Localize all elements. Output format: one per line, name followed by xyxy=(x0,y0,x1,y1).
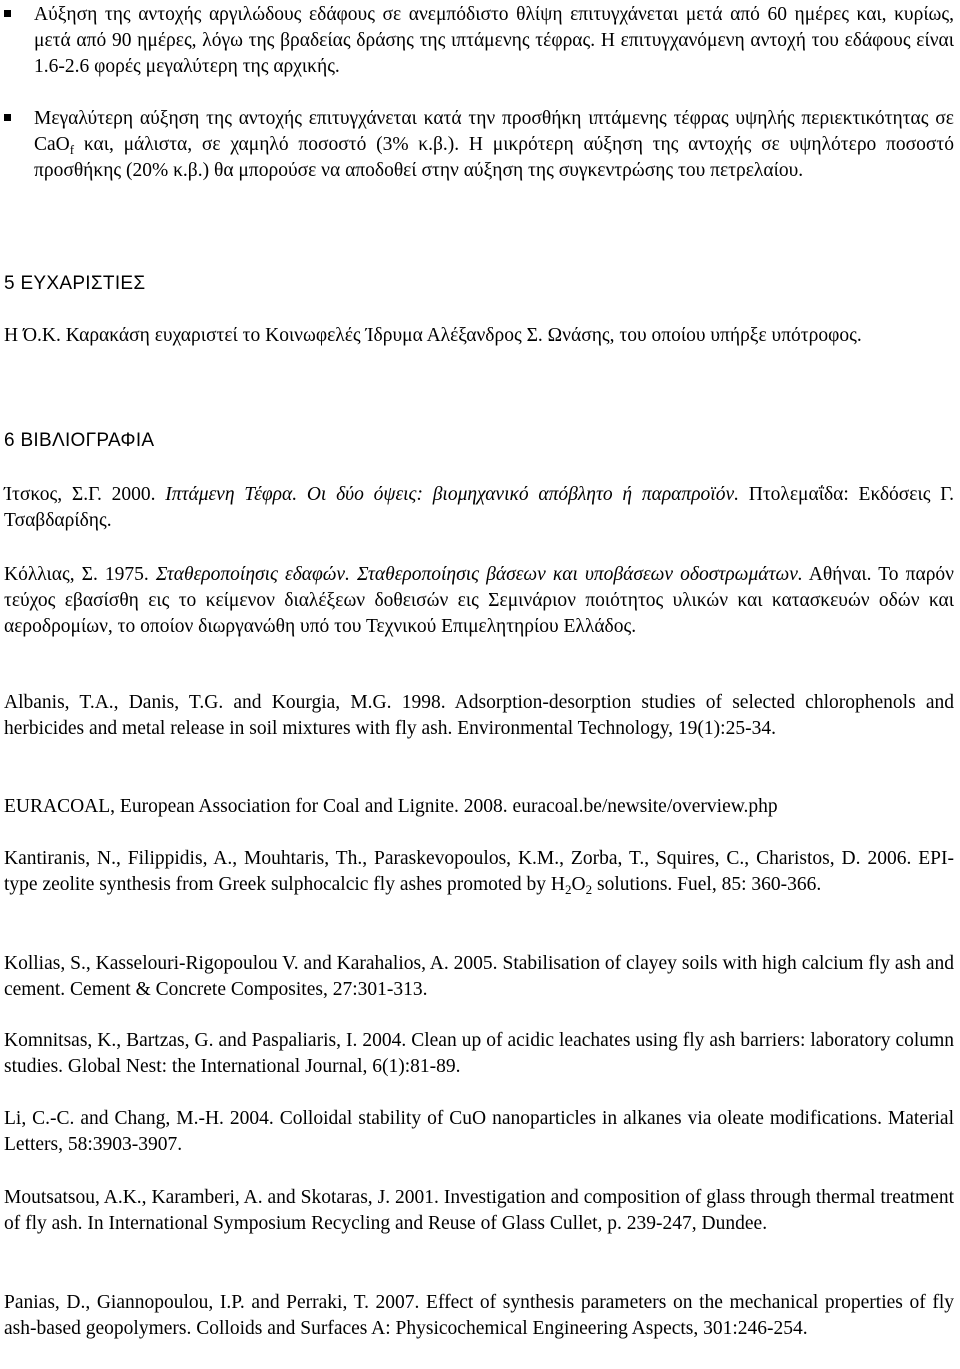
reference-title: Σταθεροποίησις εδαφών. Σταθεροποίησις βάσεων και υποβάσεων οδοστρωμάτων. xyxy=(155,564,803,585)
reference-5: Kantiranis, N., Filippidis, A., Mouhtaris, Th., Paraskevopoulos, K.M., Zorba, T., Squires, C., Charistos, D. 2006. EPI-type zeolite synthesis from Greek sulphocalcic fly ashes promoted by $H_2O_2$ solutions. Fuel, 85: 360-366. xyxy=(4,848,954,897)
bullet-square-icon xyxy=(4,114,11,121)
bullet-text: Αύξηση της αντοχής αργιλώδους εδάφους σε ανεμπόδιστο θλίψη επιτυγχάνεται μετά από 60 ημέρες και, κυρίως, μετά από 90 ημέρες, λόγω της βραδείας δράσης της ιπτάμενης τέφρας. Η επιτυγχανόμενη αντοχή του εδάφους είναι 1.6-2.6 φορές μεγαλύτερη της αρχικής. xyxy=(34,4,954,77)
bullet-text-pre: Μεγαλύτερη αύξηση της αντοχής επιτυγχάνεται κατά την προσθήκη ιπτάμενης τέφρας υψηλής περιεκτικότητας σε CaO xyxy=(34,108,954,155)
reference-8: Li, C.-C. and Chang, M.-H. 2004. Colloidal stability of CuO nanoparticles in alkanes via oleate modifications. Material Letters, 58:3903-3907. xyxy=(4,1108,954,1155)
section-heading-bibliography: 6 ΒΙΒΛΙΟΓΡΑΦΙΑ xyxy=(4,430,155,451)
bullet-square-icon xyxy=(4,10,11,17)
reference-2: Κόλλιας, Σ. 1975. Σταθεροποίησις εδαφών. Σταθεροποίησις βάσεων και υποβάσεων οδοστρωμάτων. Αθήναι. Το παρόν τεύχος εβασίσθη εις το κείμενον διαλέξεων δοθεισών εις Σεμινάριον ποιότητος υλικών και κατασκευών οδών και αεροδρομίων, το οποίον διωργανώθη υπό του Τεχνικού Επιμελητηρίου Ελλάδος. xyxy=(4,564,954,637)
reference-6: Kollias, S., Kasselouri-Rigopoulou V. and Karahalios, A. 2005. Stabilisation of clayey soils with high calcium fly ash and cement. Cement & Concrete Composites, 27:301-313. xyxy=(4,953,954,1000)
reference-title: Ιπτάμενη Τέφρα. Οι δύο όψεις: βιομηχανικό απόβλητο ή παραπροϊόν. xyxy=(165,484,739,505)
reference-10: Panias, D., Giannopoulou, I.P. and Perraki, T. 2007. Effect of synthesis parameters on the mechanical properties of fly ash-based geopolymers. Colloids and Surfaces A: Physicochemical Engineering Aspects, 301:246-254. xyxy=(4,1292,954,1339)
reference-7: Komnitsas, K., Bartzas, G. and Paspaliaris, I. 2004. Clean up of acidic leachates using fly ash barriers: laboratory column studies. Global Nest: the International Journal, 6(1):81-89. xyxy=(4,1030,954,1077)
conclusion-bullet-1 xyxy=(4,2,954,80)
conclusion-bullet-2 xyxy=(4,106,954,184)
section-heading-acknowledgements: 5 ΕΥΧΑΡΙΣΤΙΕΣ xyxy=(4,273,146,294)
reference-1: Ίτσκος, Σ.Γ. 2000. Ιπτάμενη Τέφρα. Οι δύο όψεις: βιομηχανικό απόβλητο ή παραπροϊόν. Πτολεμαΐδα: Εκδόσεις Γ. Τσαβδαρίδης. xyxy=(4,484,954,531)
reference-3: Albanis, T.A., Danis, T.G. and Kourgia, M.G. 1998. Adsorption-desorption studies of selected chlorophenols and herbicides and metal release in soil mixtures with fly ash. Environmental Technology, 19(1):25-34. xyxy=(4,692,954,739)
reference-9: Moutsatsou, A.K., Karamberi, A. and Skotaras, J. 2001. Investigation and composition of glass through thermal treatment of fly ash. In International Symposium Recycling and Reuse of Glass Cullet, p. 239-247, Dundee. xyxy=(4,1187,954,1234)
subscript-f: f xyxy=(69,142,75,157)
acknowledgements-text: Η Ό.Κ. Καρακάση ευχαριστεί το Κοινωφελές Ίδρυμα Αλέξανδρος Σ. Ωνάσης, του οποίου υπήρξε υπότροφος. xyxy=(4,325,862,346)
reference-4: EURACOAL, European Association for Coal and Lignite. 2008. euracoal.be/newsite/overview.php xyxy=(4,796,778,817)
bullet-text-post: και, μάλιστα, σε χαμηλό ποσοστό (3% κ.β.). Η μικρότερη αύξηση της αντοχής σε υψηλότερο ποσοστό προσθήκης (20% κ.β.) θα μπορούσε να αποδοθεί στην αύξηση της συγκεντρώσης του πετρελαίου. xyxy=(34,134,954,181)
